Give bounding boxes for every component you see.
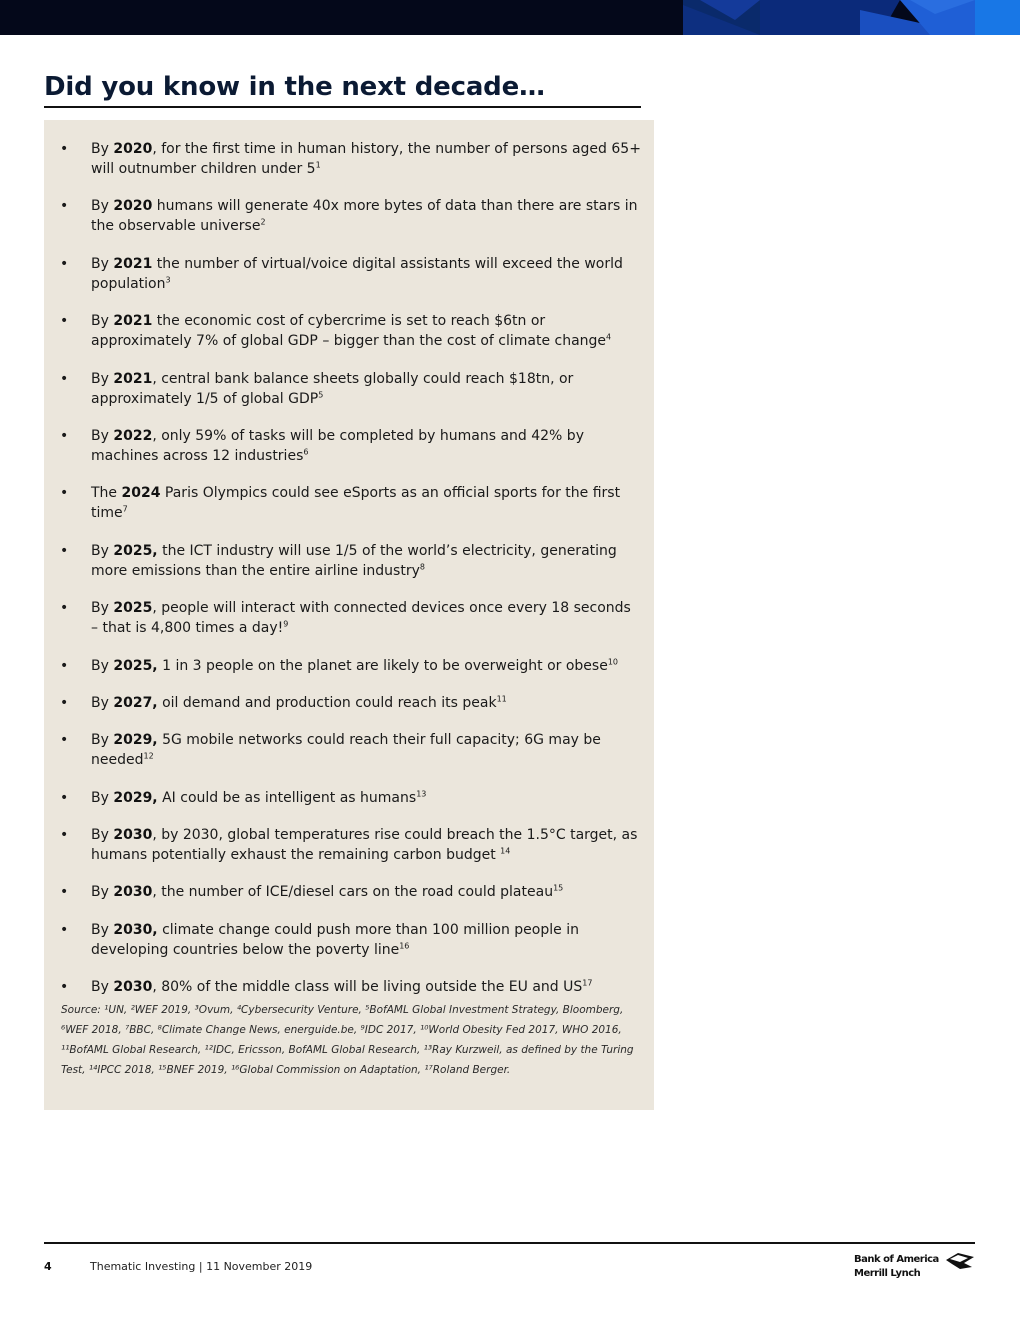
footnote-ref: 2 bbox=[260, 217, 266, 227]
bullet-marker: • bbox=[60, 313, 69, 330]
fact-prefix: By bbox=[91, 921, 114, 938]
fact-prefix: By bbox=[91, 979, 114, 996]
fact-text: the number of virtual/voice digital assistants will exceed the world population bbox=[91, 255, 623, 292]
fact-text: humans will generate 40x more bytes of data than there are stars in the observable universe bbox=[91, 198, 638, 235]
fact-text: the economic cost of cybercrime is set to reach $6tn or approximately 7% of global GDP – bigger than the cost of climate change bbox=[91, 313, 607, 350]
bullet-marker: • bbox=[60, 198, 69, 215]
fact-year: 2025, bbox=[113, 542, 158, 559]
bullet-marker: • bbox=[60, 370, 69, 387]
fact-prefix: By bbox=[91, 884, 114, 901]
fact-prefix: By bbox=[91, 542, 114, 559]
fact-prefix: By bbox=[91, 732, 114, 749]
bullet-marker: • bbox=[60, 921, 69, 938]
fact-text: , 80% of the middle class will be living outside the EU and US bbox=[152, 979, 583, 996]
fact-text: AI could be as intelligent as humans bbox=[157, 789, 417, 806]
footnote-ref: 7 bbox=[122, 504, 128, 514]
bullet-marker: • bbox=[60, 141, 69, 157]
footnote-ref: 16 bbox=[399, 941, 410, 951]
fact-year: 2029, bbox=[113, 732, 158, 749]
footnote-ref: 3 bbox=[165, 275, 171, 285]
fact-prefix: By bbox=[91, 370, 114, 387]
fact-item bbox=[44, 139, 654, 179]
bullet-marker: • bbox=[60, 485, 69, 502]
fact-year: 2030, bbox=[113, 921, 158, 938]
bullet-marker: • bbox=[60, 427, 69, 444]
fact-text: , central bank balance sheets globally could reach $18tn, or approximately 1/5 of global GDP bbox=[91, 370, 574, 407]
fact-year: 2030 bbox=[113, 884, 153, 901]
footnote-ref: 13 bbox=[416, 789, 427, 799]
fact-item bbox=[44, 977, 654, 997]
footnote-ref: 1 bbox=[315, 160, 321, 170]
logo-line-1: Bank of America bbox=[854, 1254, 939, 1265]
fact-year: 2022 bbox=[113, 427, 153, 444]
bullet-marker: • bbox=[60, 657, 69, 674]
bullet-marker: • bbox=[60, 694, 69, 711]
fact-prefix: By bbox=[91, 255, 114, 272]
fact-year: 2025, bbox=[113, 657, 158, 674]
footnote-ref: 10 bbox=[607, 656, 618, 666]
fact-item bbox=[44, 254, 654, 294]
fact-prefix: By bbox=[91, 827, 114, 844]
fact-year: 2027, bbox=[113, 694, 158, 711]
fact-item bbox=[44, 598, 654, 638]
footnote-ref: 17 bbox=[582, 978, 593, 988]
logo-line-2: Merrill Lynch bbox=[854, 1268, 921, 1279]
fact-year: 2030 bbox=[113, 827, 153, 844]
fact-year: 2024 bbox=[121, 485, 161, 502]
fact-prefix: By bbox=[91, 198, 114, 215]
footnote-ref: 9 bbox=[283, 619, 289, 629]
fact-text: the ICT industry will use 1/5 of the world’s electricity, generating more emissions than the entire airline industry bbox=[91, 542, 617, 579]
fact-item bbox=[44, 920, 654, 960]
fact-prefix: By bbox=[91, 600, 114, 617]
bullet-marker: • bbox=[60, 884, 69, 901]
fact-prefix: By bbox=[91, 427, 114, 444]
footnote-ref: 15 bbox=[553, 883, 564, 893]
page-number: 4 bbox=[44, 1260, 52, 1273]
fact-item bbox=[44, 426, 654, 466]
fact-item bbox=[44, 730, 654, 770]
flag-icon bbox=[944, 1252, 976, 1270]
page-title: Did you know in the next decade… bbox=[44, 72, 641, 108]
top-banner bbox=[0, 0, 1020, 35]
fact-year: 2021 bbox=[113, 370, 153, 387]
fact-year: 2021 bbox=[113, 255, 153, 272]
fact-prefix: By bbox=[91, 141, 114, 157]
fact-year: 2020 bbox=[113, 198, 153, 215]
facts-panel bbox=[44, 120, 654, 1110]
fact-item bbox=[44, 656, 654, 676]
bullet-marker: • bbox=[60, 732, 69, 749]
fact-item bbox=[44, 369, 654, 409]
fact-text: , for the first time in human history, the number of persons aged 65+ will outnumber children under 5 bbox=[91, 141, 641, 177]
bullet-marker: • bbox=[60, 542, 69, 559]
fact-prefix: By bbox=[91, 694, 114, 711]
footnote-ref: 8 bbox=[419, 562, 425, 572]
fact-text: climate change could push more than 100 million people in developing countries below the poverty line bbox=[91, 921, 579, 958]
fact-year: 2029, bbox=[113, 789, 158, 806]
footer-rule bbox=[44, 1242, 975, 1244]
fact-text: , by 2030, global temperatures rise could breach the 1.5°C target, as humans potentially exhaust the remaining carbon budget bbox=[91, 827, 638, 864]
fact-year: 2030 bbox=[113, 979, 153, 996]
footnote-ref: 6 bbox=[303, 447, 309, 457]
source-note: Source: ¹UN, ²WEF 2019, ³Ovum, ⁴Cybersecurity Venture, ⁵BofAML Global Investment Strategy, Bloomberg, ⁶WEF 2018, ⁷BBC, ⁸Climate Change News, energuide.be, ⁹IDC 2017, ¹⁰World Obesity Fed 2017, WHO 2016, ¹¹BofAML Global Research, ¹²IDC, Ericsson, BofAML Global Research, ¹³Ray Kurzweil, as defined by the Turing Test, ¹⁴IPCC 2018, ¹⁵BNEF 2019, ¹⁶Global Commission on Adaptation, ¹⁷Roland Berger. bbox=[61, 1004, 634, 1076]
fact-year: 2021 bbox=[113, 313, 153, 330]
fact-text: 1 in 3 people on the planet are likely to be overweight or obese bbox=[157, 657, 608, 674]
fact-item bbox=[44, 693, 654, 713]
fact-item bbox=[44, 196, 654, 236]
bullet-marker: • bbox=[60, 979, 69, 996]
fact-item bbox=[44, 541, 654, 581]
footnote-ref: 12 bbox=[143, 751, 154, 761]
fact-prefix: By bbox=[91, 789, 114, 806]
footnote-ref: 14 bbox=[500, 846, 511, 856]
fact-item bbox=[44, 882, 654, 902]
facts-list bbox=[44, 139, 654, 1015]
fact-prefix: The bbox=[91, 485, 122, 502]
fact-item bbox=[44, 483, 654, 523]
footnote-ref: 5 bbox=[318, 389, 324, 399]
bank-logo bbox=[854, 1252, 978, 1282]
bullet-marker: • bbox=[60, 827, 69, 844]
bullet-marker: • bbox=[60, 789, 69, 806]
fact-text: oil demand and production could reach its peak bbox=[157, 694, 497, 711]
fact-text: , the number of ICE/diesel cars on the road could plateau bbox=[152, 884, 554, 901]
fact-item bbox=[44, 825, 654, 865]
bullet-marker: • bbox=[60, 255, 69, 272]
fact-text: , people will interact with connected devices once every 18 seconds – that is 4,800 times a day! bbox=[91, 600, 631, 637]
fact-text: , only 59% of tasks will be completed by humans and 42% by machines across 12 industries bbox=[91, 427, 584, 464]
footer-title: Thematic Investing | 11 November 2019 bbox=[90, 1260, 313, 1273]
fact-item bbox=[44, 788, 654, 808]
banner-graphic bbox=[0, 0, 1020, 35]
footnote-ref: 4 bbox=[606, 332, 612, 342]
fact-year: 2025 bbox=[113, 600, 153, 617]
fact-text: 5G mobile networks could reach their full capacity; 6G may be needed bbox=[91, 732, 601, 769]
fact-item bbox=[44, 311, 654, 351]
bullet-marker: • bbox=[60, 600, 69, 617]
fact-year: 2020 bbox=[113, 141, 153, 157]
fact-text: Paris Olympics could see eSports as an official sports for the first time bbox=[91, 485, 621, 522]
fact-prefix: By bbox=[91, 657, 114, 674]
fact-prefix: By bbox=[91, 313, 114, 330]
footnote-ref: 11 bbox=[496, 694, 507, 704]
